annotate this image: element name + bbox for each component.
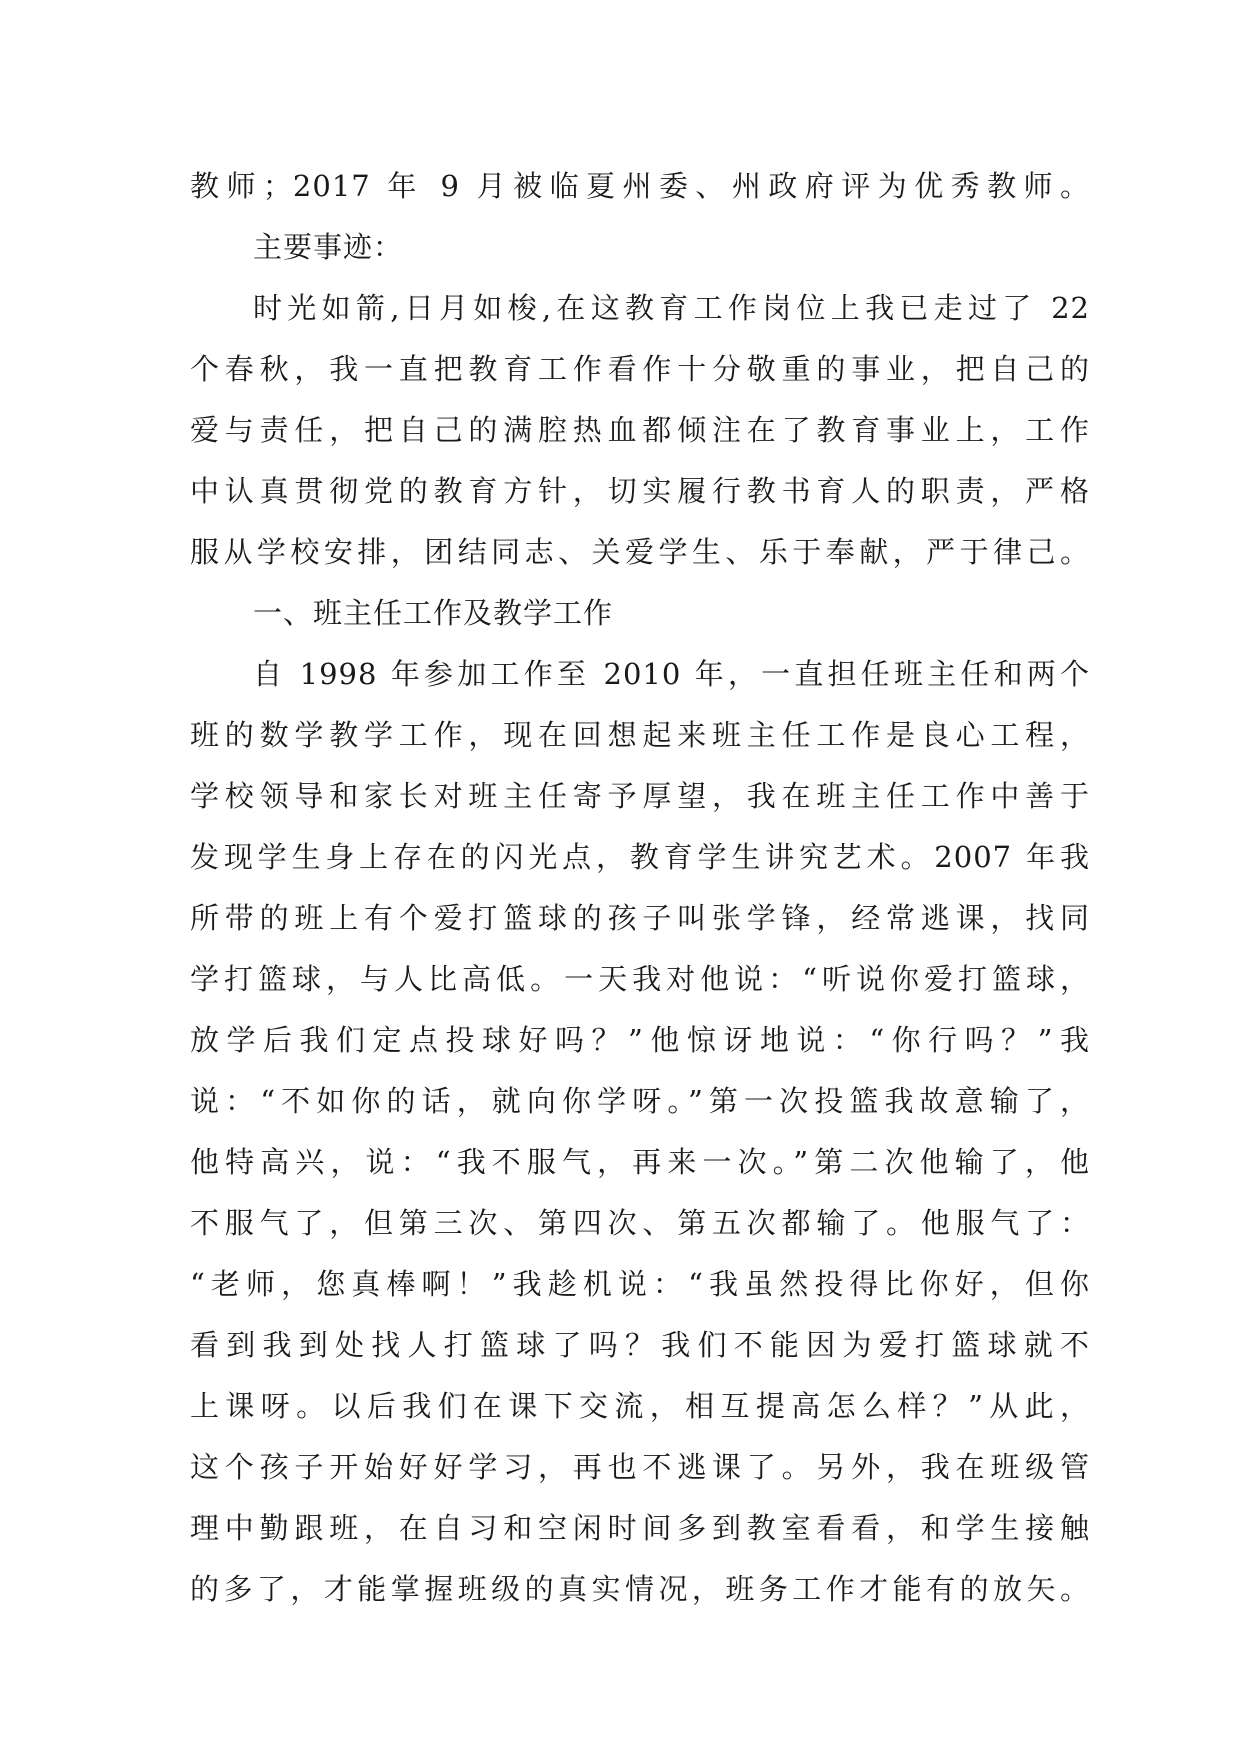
text-line: 自 1998 年参加工作至 2010 年，一直担任班主任和两个: [253, 657, 1090, 691]
text-line: 不服气了，但第三次、第四次、第五次都输了。他服气了：: [190, 1206, 1090, 1240]
text-line: 学校领导和家长对班主任寄予厚望，我在班主任工作中善于: [190, 779, 1090, 813]
text-line: 说：“不如你的话，就向你学呀。”第一次投篮我故意输了，: [190, 1084, 1090, 1118]
text-line: 他特高兴，说：“我不服气，再来一次。”第二次他输了，他: [190, 1145, 1090, 1179]
section-heading: 主要事迹：: [253, 230, 404, 264]
text-line: 所带的班上有个爱打篮球的孩子叫张学锋，经常逃课，找同: [190, 901, 1090, 935]
text-line: 发现学生身上存在的闪光点，教育学生讲究艺术。2007 年我: [190, 840, 1090, 874]
text-line: 中认真贯彻党的教育方针，切实履行教书育人的职责，严格: [190, 474, 1090, 508]
text-line: 放学后我们定点投球好吗？”他惊讶地说：“你行吗？”我: [190, 1023, 1090, 1057]
text-line: 个春秋，我一直把教育工作看作十分敬重的事业，把自己的: [190, 352, 1090, 386]
text-line: 教师；2017 年 9 月被临夏州委、州政府评为优秀教师。: [190, 169, 1090, 203]
text-line: 看到我到处找人打篮球了吗？我们不能因为爱打篮球就不: [190, 1328, 1090, 1362]
text-line: 时光如箭,日月如梭,在这教育工作岗位上我已走过了 22: [253, 291, 1090, 325]
text-line: 这个孩子开始好好学习，再也不逃课了。另外，我在班级管: [190, 1450, 1090, 1484]
text-line: “老师，您真棒啊！”我趁机说：“我虽然投得比你好，但你: [190, 1267, 1090, 1301]
text-line: 学打篮球，与人比高低。一天我对他说：“听说你爱打篮球，: [190, 962, 1090, 996]
section-heading: 一、班主任工作及教学工作: [253, 596, 614, 630]
text-line: 的多了，才能掌握班级的真实情况，班务工作才能有的放矢。: [190, 1572, 1090, 1606]
text-line: 上课呀。以后我们在课下交流，相互提高怎么样？”从此，: [190, 1389, 1090, 1423]
text-line: 班的数学教学工作，现在回想起来班主任工作是良心工程，: [190, 718, 1090, 752]
text-line: 爱与责任，把自己的满腔热血都倾注在了教育事业上，工作: [190, 413, 1090, 447]
text-line: 理中勤跟班，在自习和空闲时间多到教室看看，和学生接触: [190, 1511, 1090, 1545]
text-line: 服从学校安排，团结同志、关爱学生、乐于奉献，严于律己。: [190, 535, 1090, 569]
